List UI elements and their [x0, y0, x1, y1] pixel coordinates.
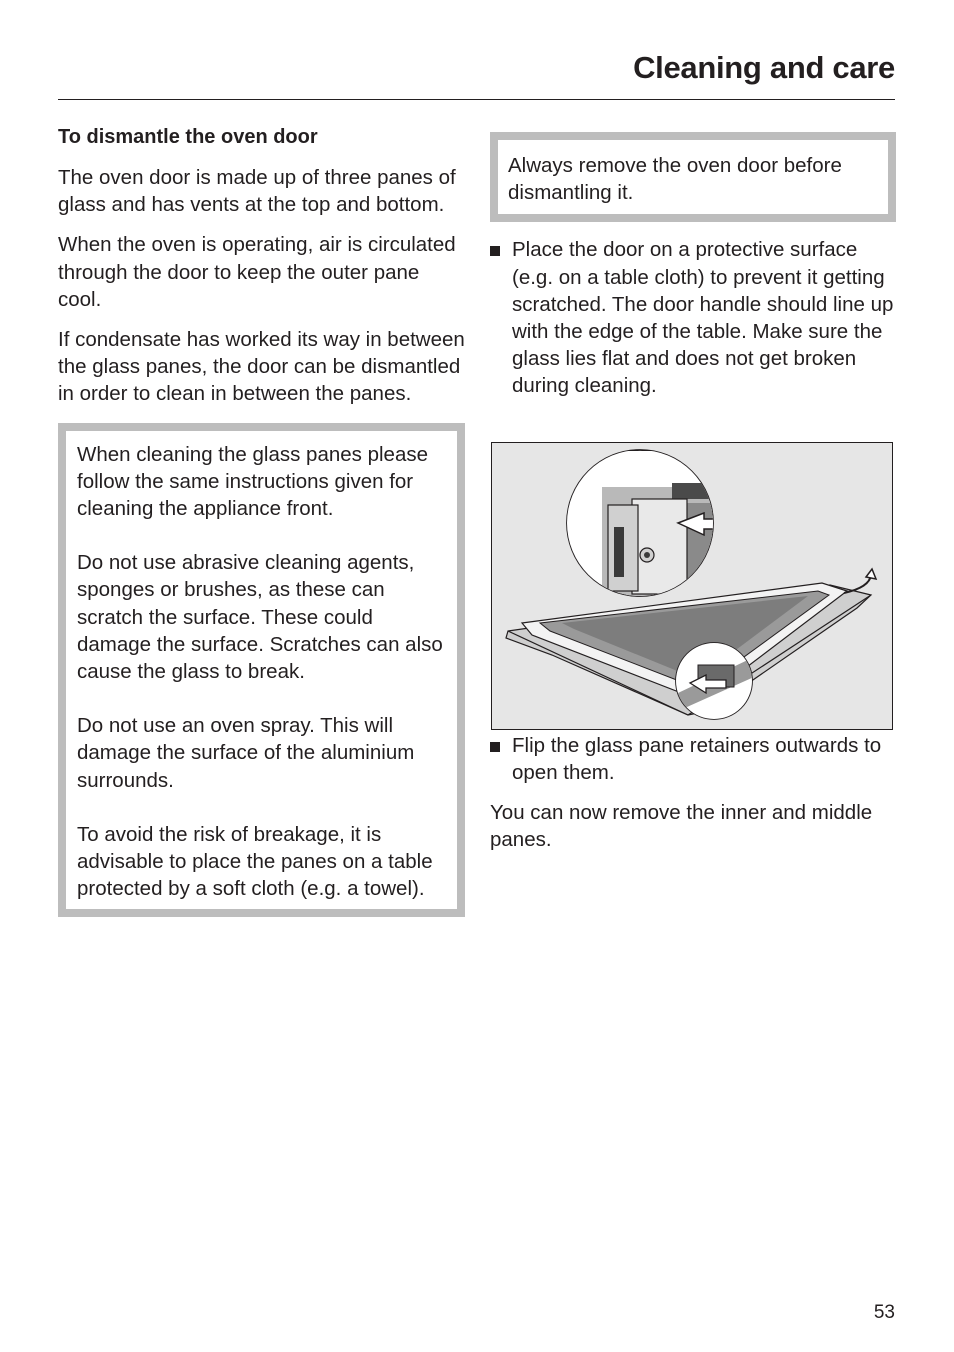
note-paragraph: Do not use abrasive cleaning agents, sponges or brushes, as these can scratch the surface. These could damage the surface. Scratches can also cause the glass to break. — [77, 551, 443, 684]
oven-door-illustration — [491, 442, 893, 730]
bullet-square-icon — [490, 742, 500, 752]
note-paragraph: Do not use an oven spray. This will damage the surface of the aluminium surrounds. — [77, 714, 415, 792]
bullet-text: Place the door on a protective surface (e.g. on a table cloth) to prevent it getting scratched. The door handle should line up with the edge of the table. Make sure the glass lies flat and does not get broken during cleaning. — [512, 238, 894, 398]
warning-box — [490, 132, 896, 222]
condensate-paragraph: If condensate has worked its way in between the glass panes, the door can be dismantled in order to clean in between the panes. — [58, 328, 465, 406]
page-title: Cleaning and care — [633, 50, 895, 85]
header-divider — [58, 99, 895, 100]
intro-paragraph: The oven door is made up of three panes of glass and has vents at the top and bottom. — [58, 166, 456, 217]
cleaning-note-box — [58, 423, 465, 918]
page-number: 53 — [873, 1302, 895, 1323]
instruction-bullet — [490, 732, 896, 786]
note-paragraph: To avoid the risk of breakage, it is advisable to place the panes on a table protected by a soft cloth (e.g. a towel). — [77, 822, 433, 901]
note-paragraph: When cleaning the glass panes please follow the same instructions given for cleaning the appliance front. — [77, 442, 429, 521]
instruction-bullet — [490, 236, 896, 399]
bullet-text: Flip the glass pane retainers outwards to open them. — [512, 733, 882, 784]
closing-paragraph: You can now remove the inner and middle panes. — [490, 801, 873, 852]
section-heading: To dismantle the oven door — [58, 126, 318, 148]
airflow-paragraph: When the oven is operating, air is circulated through the door to keep the outer pane cool. — [58, 233, 456, 311]
left-column — [58, 124, 465, 917]
bullet-square-icon — [490, 246, 500, 256]
oven-door-glass-pane-retainer-icon — [492, 443, 891, 728]
warning-text: Always remove the oven door before dismantling it. — [508, 154, 842, 205]
